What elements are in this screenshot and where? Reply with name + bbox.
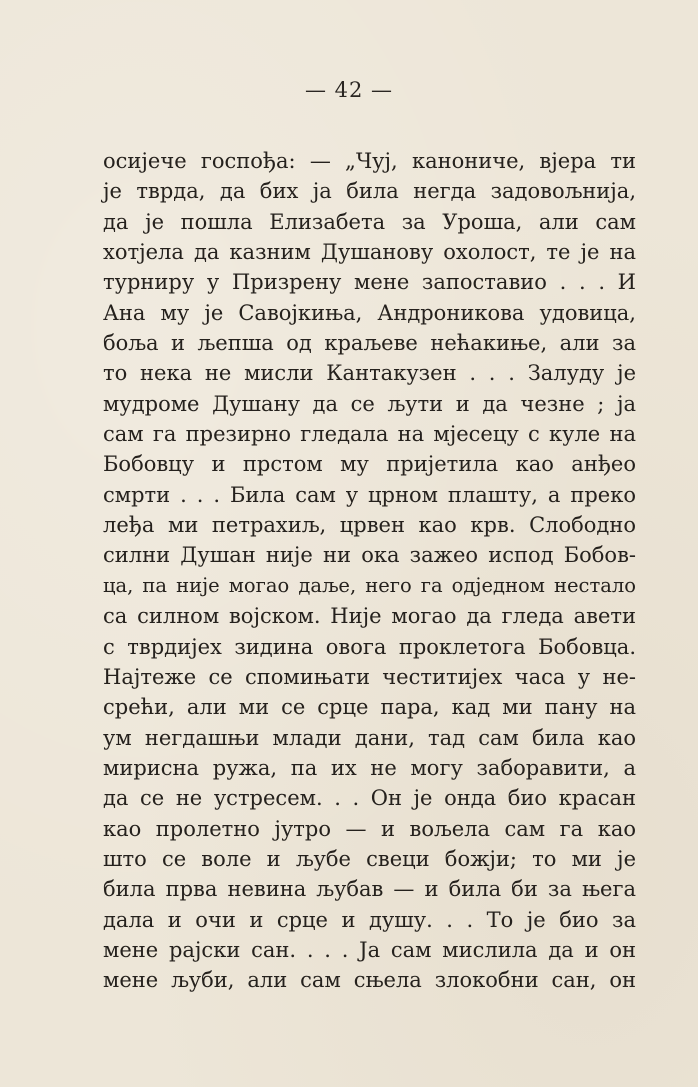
text-line: смрти . . . Била сам у црном плашту, а преко	[103, 482, 636, 507]
text-line: сам га презирно гледала на мјесецу с куле на	[103, 422, 636, 447]
text-line: што се воле и љубе свеци божји; то ми је	[103, 846, 636, 871]
body-text	[103, 146, 636, 996]
text-line: мирисна ружа, па их не могу заборавити, а	[103, 755, 636, 780]
text-line: с тврдијех зидина овога проклетога Бобовца.	[103, 634, 636, 659]
text-line: ца, па није могао даље, него га одједном нестало	[103, 573, 636, 597]
text-line: Најтеже се спомињати честитијех часа у не-	[103, 664, 636, 689]
text-line: ум негдашњи млади дани, тад сам била као	[103, 725, 636, 750]
text-line: да се не устресем. . . Он је онда био красан	[103, 786, 636, 811]
text-line: боља и љепша од краљеве нећакиње, али за	[103, 331, 636, 356]
text-line: силни Душан није ни ока зажео испод Бобов-	[103, 543, 636, 568]
text-line: дала и очи и срце и душу. . . То је био за	[103, 907, 636, 932]
text-line: осијече госпођа: — „Чуј, канониче, вјера ти	[103, 149, 636, 173]
page-number: — 42 —	[304, 78, 394, 102]
text-line: турниру у Призрену мене запоставио . . . И	[103, 270, 636, 295]
text-line: је тврда, да бих ја била негда задовољнија,	[103, 179, 636, 204]
text-line: била прва невина љубав — и била би за њега	[103, 877, 636, 902]
text-line: то нека не мисли Кантакузен . . . Залуду је	[103, 361, 636, 386]
text-line: Бобовцу и прстом му пријетила као анђео	[103, 452, 636, 477]
text-line: Ана му је Савојкиња, Андроникова удовица,	[103, 300, 636, 325]
text-line: да је пошла Елизабета за Уроша, али сам	[103, 209, 636, 234]
text-line: мене љуби, али сам сњела злокобни сан, он	[103, 968, 636, 993]
text-line: хотјела да казним Душанову охолост, те је на	[103, 240, 636, 265]
text-line: са силном војском. Није могао да гледа авети	[103, 604, 636, 629]
text-line: мене рајски сан. . . . Ја сам мислила да и он	[103, 937, 636, 962]
text-line: леђа ми петрахиљ, црвен као крв. Слободно	[103, 513, 636, 538]
text-line: као пролетно јутро — и вољела сам га као	[103, 816, 636, 841]
text-line: срећи, али ми се срце пара, кад ми пану на	[103, 695, 636, 720]
text-line: мудроме Душану да се љути и да чезне ; ја	[103, 391, 636, 416]
